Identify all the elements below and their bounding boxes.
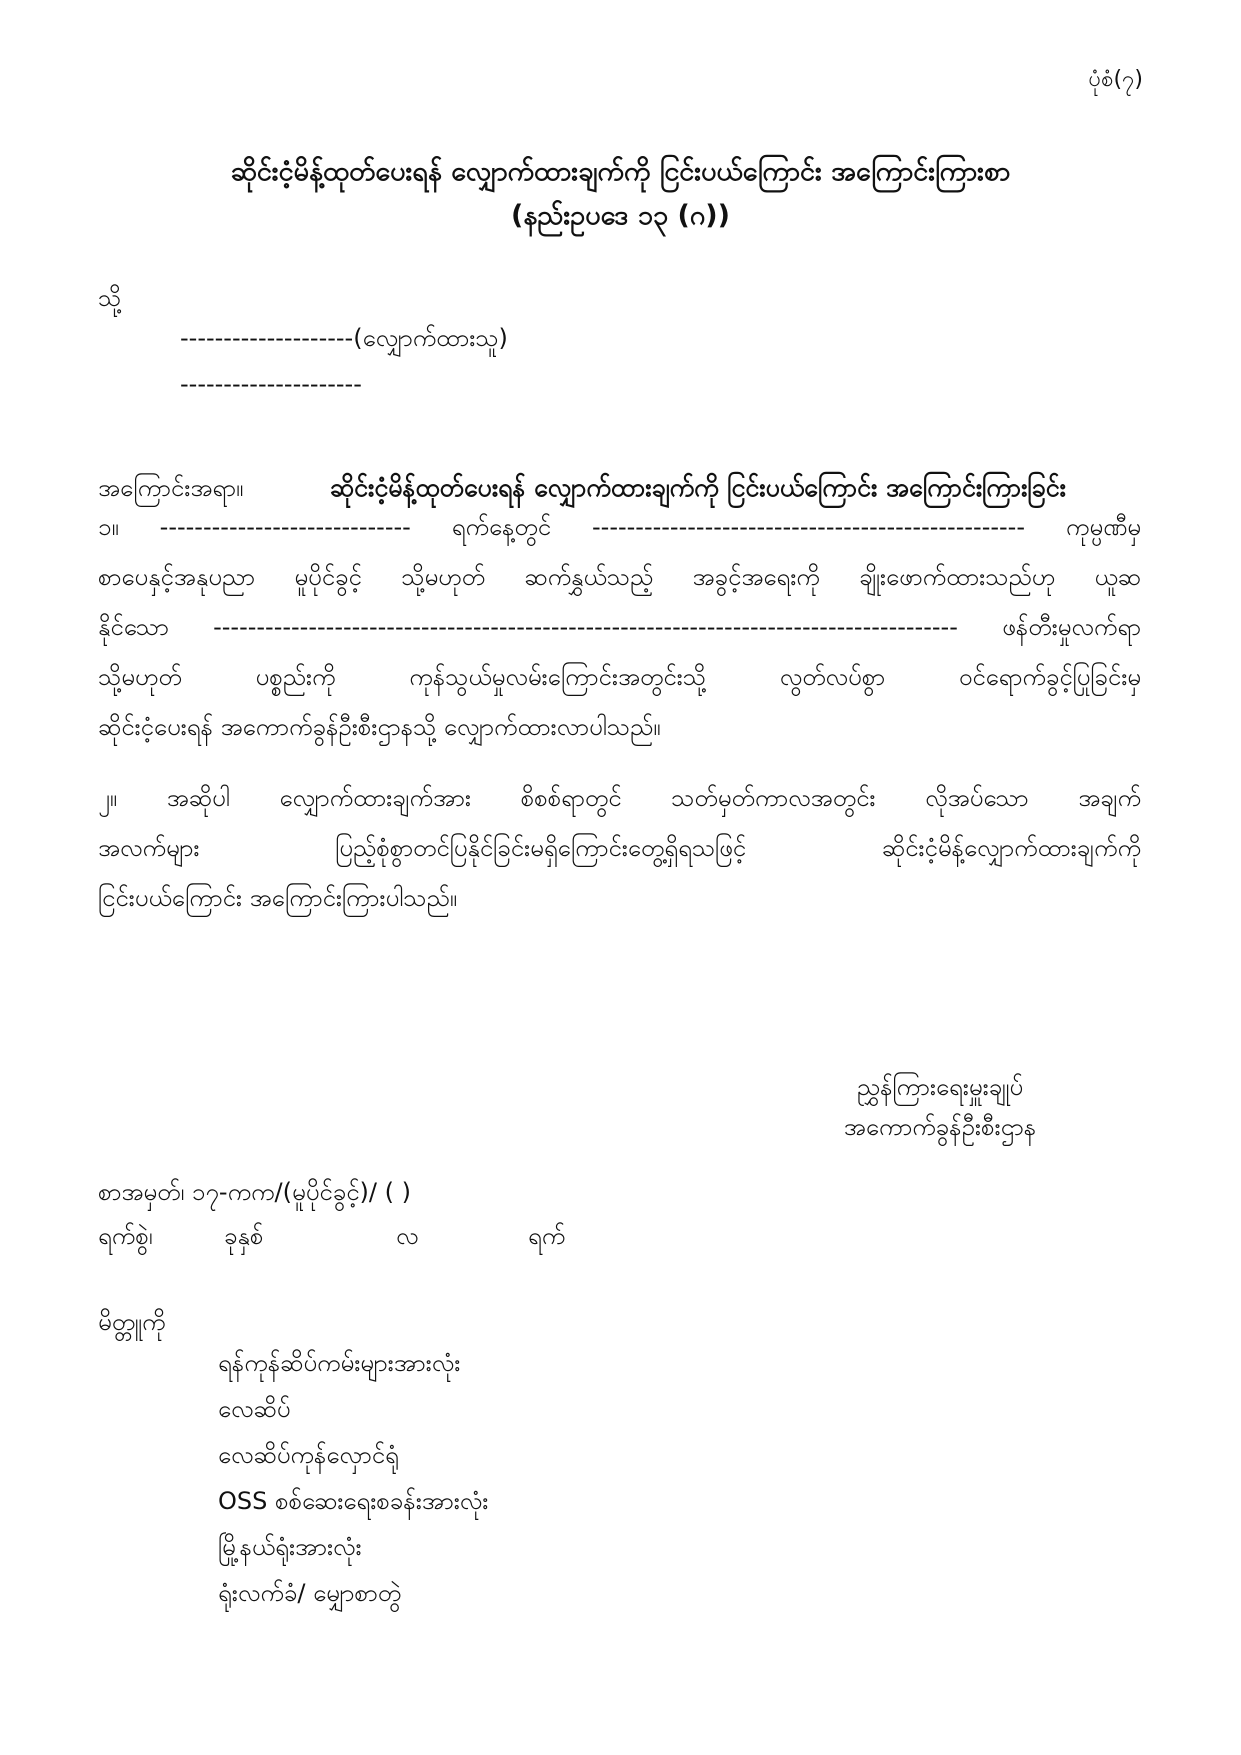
- list-item: လေဆိပ်: [218, 1395, 291, 1423]
- recipient-to-label: သို့: [98, 284, 122, 312]
- list-item: OSS စစ်ဆေးရေးစခန်းအားလုံး: [218, 1487, 489, 1515]
- list-item: ရန်ကုန်ဆိပ်ကမ်းများအားလုံး: [218, 1349, 461, 1377]
- document-subtitle: (နည်းဥပဒေ ၁၃ (ဂ)): [511, 200, 730, 231]
- form-number: ပုံစံ(၇): [1088, 67, 1143, 92]
- paragraph-1-line: ဆိုင်းငံ့ပေးရန် အကောက်ခွန်ဦးစီးဌာနသို့ လျှောက်ထားလာပါသည်။: [98, 713, 661, 741]
- paragraph-2-line: အလက်များ ပြည့်စုံစွာတင်ပြနိုင်ခြင်းမရှိကြောင်းတွေ့ရှိရသဖြင့် ဆိုင်းငံ့မိန့်လျှောက်ထားချက်ကို: [98, 834, 1141, 862]
- paragraph-1-line: ၁။ ----------------------------- ရက်နေ့တွင် -------------------------------------------------- ကုမ္ပဏီမှ: [98, 513, 1141, 541]
- paragraph-1: [98, 502, 1141, 752]
- list-item: ရုံးလက်ခံ/ မျှောစာတွဲ: [218, 1579, 402, 1607]
- subject-row: [98, 470, 1066, 506]
- year-label: ခုနှစ်: [224, 1222, 264, 1250]
- day-label: ရက်: [528, 1222, 566, 1250]
- month-label: လ: [396, 1222, 419, 1250]
- subject-label: အကြောင်းအရာ။: [98, 474, 244, 502]
- signature-department: အကောက်ခွန်ဦးစီးဌာန: [843, 1113, 1037, 1141]
- letter-number: စာအမှတ်၊ ၁၇-ကက/(မူပိုင်ခွင့်)/ ( ): [98, 1178, 411, 1206]
- paragraph-2-line: ငြင်းပယ်ကြောင်း အကြောင်းကြားပါသည်။: [98, 884, 457, 912]
- list-item: လေဆိပ်ကုန်လှောင်ရုံ: [218, 1441, 399, 1469]
- copies-label: မိတ္တူကို: [98, 1308, 166, 1336]
- date-label: ရက်စွဲ၊: [98, 1222, 153, 1250]
- paragraph-1-line: နိုင်သော -------------------------------------------------------------------------------------- ဖန်တီးမှုလက်ရာ: [98, 613, 1141, 641]
- paragraph-2-line: ၂။ အဆိုပါ လျှောက်ထားချက်အား စိစစ်ရာတွင် သတ်မှတ်ကာလအတွင်း လိုအပ်သော အချက်: [98, 784, 1141, 812]
- signature-title: ညွှန်ကြားရေးမှူးချုပ်: [856, 1073, 1024, 1101]
- paragraph-2: [98, 773, 1141, 923]
- list-item: မြို့နယ်ရုံးအားလုံး: [218, 1533, 362, 1561]
- paragraph-1-line: သို့မဟုတ် ပစ္စည်းကို ကုန်သွယ်မှုလမ်းကြောင်းအတွင်းသို့ လွတ်လပ်စွာ ဝင်ရောက်ခွင့်ပြုခြင်းမှ: [98, 663, 1141, 691]
- recipient-line-1: --------------------(လျှောက်ထားသူ): [180, 324, 508, 352]
- date-row: [98, 1218, 565, 1254]
- subject-text: ဆိုင်းငံ့မိန့်ထုတ်ပေးရန် လျှောက်ထားချက်ကို ငြင်းပယ်ကြောင်း အကြောင်းကြားခြင်း: [330, 473, 1066, 502]
- paragraph-1-line: စာပေနှင့်အနုပညာ မူပိုင်ခွင့် သို့မဟုတ် ဆက်နွှယ်သည့် အခွင့်အရေးကို ချိုးဖောက်ထားသည်ဟု ယူဆ: [98, 563, 1141, 591]
- recipient-line-2: ---------------------: [180, 370, 362, 398]
- document-title: ဆိုင်းငံ့မိန့်ထုတ်ပေးရန် လျှောက်ထားချက်ကို ငြင်းပယ်ကြောင်း အကြောင်းကြားစာ: [230, 156, 1011, 187]
- copies-list: [218, 1340, 488, 1616]
